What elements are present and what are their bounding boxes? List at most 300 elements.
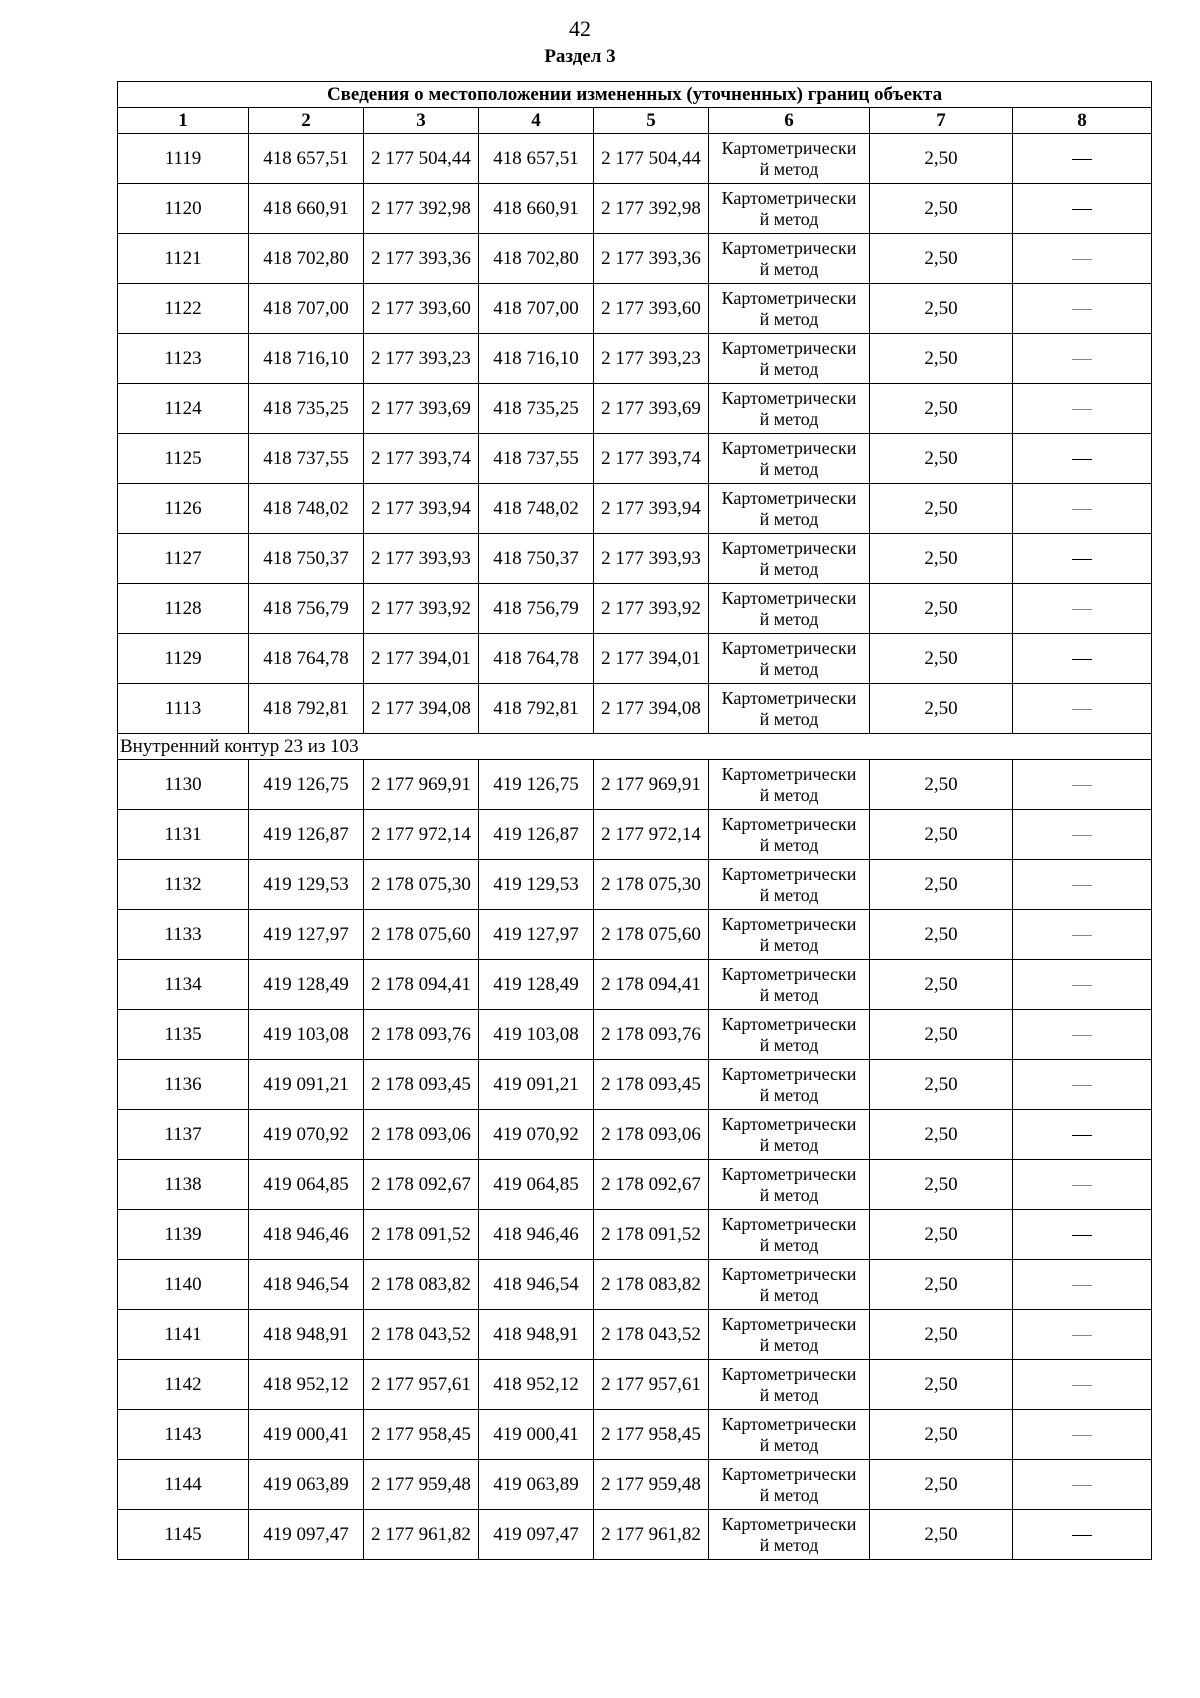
point-number-cell: 1129 [118, 634, 249, 684]
point-number-cell: 1141 [118, 1310, 249, 1360]
accuracy-cell: 2,50 [870, 1210, 1013, 1260]
y-new-cell: 2 178 094,41 [594, 960, 709, 1010]
y-new-cell: 2 177 393,94 [594, 484, 709, 534]
accuracy-cell: 2,50 [870, 860, 1013, 910]
method-cell [709, 534, 870, 584]
method-cell [709, 910, 870, 960]
dash-mark [1072, 885, 1092, 886]
x-old-cell: 419 103,08 [249, 1010, 364, 1060]
dash-mark [1072, 985, 1092, 986]
x-old-cell: 418 764,78 [249, 634, 364, 684]
table-row [118, 1110, 1152, 1160]
accuracy-cell: 2,50 [870, 1460, 1013, 1510]
method-text-line2: й метод [759, 708, 819, 729]
y-new-cell: 2 178 093,45 [594, 1060, 709, 1110]
point-number-cell: 1137 [118, 1110, 249, 1160]
y-old-cell: 2 177 393,23 [364, 334, 479, 384]
x-new-cell: 419 070,92 [479, 1110, 594, 1160]
method-cell [709, 860, 870, 910]
point-number-cell: 1124 [118, 384, 249, 434]
method-text-line1: Картометрически [721, 1413, 857, 1434]
method-text-line2: й метод [759, 1434, 819, 1455]
coordinates-table [117, 81, 1152, 1560]
method-text-line1: Картометрически [721, 1263, 857, 1284]
x-new-cell: 418 952,12 [479, 1360, 594, 1410]
accuracy-cell: 2,50 [870, 484, 1013, 534]
x-old-cell: 419 000,41 [249, 1410, 364, 1460]
method-text-line2: й метод [759, 984, 819, 1005]
method-cell [709, 760, 870, 810]
method-text-line2: й метод [759, 458, 819, 479]
point-number-cell: 1127 [118, 534, 249, 584]
x-old-cell: 419 091,21 [249, 1060, 364, 1110]
y-old-cell: 2 177 957,61 [364, 1360, 479, 1410]
table-body-part1 [118, 134, 1152, 734]
accuracy-cell: 2,50 [870, 1060, 1013, 1110]
table-row [118, 284, 1152, 334]
contour-section [118, 734, 1152, 760]
column-number: 8 [1013, 108, 1152, 134]
note-cell [1013, 184, 1152, 234]
point-number-cell: 1122 [118, 284, 249, 334]
note-cell [1013, 634, 1152, 684]
accuracy-cell: 2,50 [870, 1160, 1013, 1210]
dash-mark [1072, 259, 1092, 260]
y-old-cell: 2 177 393,69 [364, 384, 479, 434]
point-number-cell: 1135 [118, 1010, 249, 1060]
x-new-cell: 419 128,49 [479, 960, 594, 1010]
method-text-line2: й метод [759, 1284, 819, 1305]
method-text-line2: й метод [759, 608, 819, 629]
y-new-cell: 2 177 394,08 [594, 684, 709, 734]
dash-mark [1072, 359, 1092, 360]
table-row [118, 384, 1152, 434]
y-old-cell: 2 177 393,60 [364, 284, 479, 334]
accuracy-cell: 2,50 [870, 960, 1013, 1010]
x-new-cell: 418 792,81 [479, 684, 594, 734]
note-cell [1013, 860, 1152, 910]
y-old-cell: 2 177 393,93 [364, 534, 479, 584]
table-row [118, 1460, 1152, 1510]
table-row [118, 434, 1152, 484]
note-cell [1013, 1510, 1152, 1560]
point-number-cell: 1120 [118, 184, 249, 234]
note-cell [1013, 284, 1152, 334]
method-text-line2: й метод [759, 1534, 819, 1555]
method-cell [709, 284, 870, 334]
method-cell [709, 134, 870, 184]
dash-mark [1072, 835, 1092, 836]
table-row [118, 760, 1152, 810]
point-number-cell: 1125 [118, 434, 249, 484]
method-text-line2: й метод [759, 1384, 819, 1405]
y-old-cell: 2 178 093,06 [364, 1110, 479, 1160]
table-row [118, 534, 1152, 584]
x-new-cell: 419 091,21 [479, 1060, 594, 1110]
note-cell [1013, 334, 1152, 384]
note-cell [1013, 1410, 1152, 1460]
method-cell [709, 1160, 870, 1210]
dash-mark [1072, 409, 1092, 410]
point-number-cell: 1131 [118, 810, 249, 860]
dash-mark [1072, 1085, 1092, 1086]
note-cell [1013, 1160, 1152, 1210]
table-row [118, 684, 1152, 734]
y-old-cell: 2 177 972,14 [364, 810, 479, 860]
y-new-cell: 2 178 043,52 [594, 1310, 709, 1360]
y-new-cell: 2 178 075,60 [594, 910, 709, 960]
section-title: Раздел 3 [544, 46, 616, 67]
method-text-line1: Картометрически [721, 913, 857, 934]
method-text-line1: Картометрически [721, 387, 857, 408]
note-cell [1013, 1260, 1152, 1310]
note-cell [1013, 484, 1152, 534]
method-cell [709, 1510, 870, 1560]
method-text-line1: Картометрически [721, 1163, 857, 1184]
x-new-cell: 418 748,02 [479, 484, 594, 534]
dash-mark [1072, 159, 1092, 160]
note-cell [1013, 1310, 1152, 1360]
method-text-line1: Картометрически [721, 637, 857, 658]
dash-mark [1072, 1135, 1092, 1136]
x-new-cell: 418 702,80 [479, 234, 594, 284]
x-new-cell: 419 064,85 [479, 1160, 594, 1210]
method-text-line1: Картометрически [721, 1363, 857, 1384]
method-cell [709, 1110, 870, 1160]
x-old-cell: 418 660,91 [249, 184, 364, 234]
x-new-cell: 419 129,53 [479, 860, 594, 910]
y-new-cell: 2 178 092,67 [594, 1160, 709, 1210]
method-cell [709, 960, 870, 1010]
y-new-cell: 2 177 969,91 [594, 760, 709, 810]
accuracy-cell: 2,50 [870, 334, 1013, 384]
x-old-cell: 418 716,10 [249, 334, 364, 384]
y-old-cell: 2 177 393,74 [364, 434, 479, 484]
x-old-cell: 419 127,97 [249, 910, 364, 960]
x-old-cell: 419 129,53 [249, 860, 364, 910]
x-new-cell: 418 946,46 [479, 1210, 594, 1260]
x-new-cell: 418 716,10 [479, 334, 594, 384]
note-cell [1013, 760, 1152, 810]
dash-mark [1072, 1385, 1092, 1386]
dash-mark [1072, 1535, 1092, 1536]
method-cell [709, 1210, 870, 1260]
y-new-cell: 2 177 392,98 [594, 184, 709, 234]
table-row [118, 960, 1152, 1010]
point-number-cell: 1142 [118, 1360, 249, 1410]
accuracy-cell: 2,50 [870, 234, 1013, 284]
method-text-line2: й метод [759, 834, 819, 855]
x-old-cell: 418 657,51 [249, 134, 364, 184]
x-new-cell: 419 127,97 [479, 910, 594, 960]
x-old-cell: 419 126,75 [249, 760, 364, 810]
note-cell [1013, 1010, 1152, 1060]
method-cell [709, 584, 870, 634]
contour-row [118, 734, 1152, 760]
point-number-cell: 1123 [118, 334, 249, 384]
point-number-cell: 1143 [118, 1410, 249, 1460]
x-new-cell: 419 103,08 [479, 1010, 594, 1060]
method-text-line1: Картометрически [721, 687, 857, 708]
column-number: 2 [249, 108, 364, 134]
method-text-line2: й метод [759, 1034, 819, 1055]
y-new-cell: 2 177 958,45 [594, 1410, 709, 1460]
method-text-line2: й метод [759, 258, 819, 279]
column-number-row [118, 108, 1152, 134]
accuracy-cell: 2,50 [870, 134, 1013, 184]
point-number-cell: 1140 [118, 1260, 249, 1310]
note-cell [1013, 684, 1152, 734]
point-number-cell: 1134 [118, 960, 249, 1010]
y-new-cell: 2 178 083,82 [594, 1260, 709, 1310]
table-row [118, 634, 1152, 684]
x-old-cell: 418 792,81 [249, 684, 364, 734]
method-cell [709, 334, 870, 384]
method-cell [709, 684, 870, 734]
accuracy-cell: 2,50 [870, 910, 1013, 960]
x-new-cell: 419 126,75 [479, 760, 594, 810]
method-text-line2: й метод [759, 658, 819, 679]
method-cell [709, 184, 870, 234]
y-new-cell: 2 178 091,52 [594, 1210, 709, 1260]
method-text-line2: й метод [759, 158, 819, 179]
accuracy-cell: 2,50 [870, 184, 1013, 234]
accuracy-cell: 2,50 [870, 684, 1013, 734]
method-cell [709, 1060, 870, 1110]
method-text-line1: Картометрически [721, 863, 857, 884]
method-cell [709, 1460, 870, 1510]
table-row [118, 1260, 1152, 1310]
accuracy-cell: 2,50 [870, 1110, 1013, 1160]
y-old-cell: 2 178 091,52 [364, 1210, 479, 1260]
y-new-cell: 2 177 959,48 [594, 1460, 709, 1510]
x-new-cell: 418 764,78 [479, 634, 594, 684]
y-old-cell: 2 177 959,48 [364, 1460, 479, 1510]
method-text-line2: й метод [759, 1084, 819, 1105]
accuracy-cell: 2,50 [870, 760, 1013, 810]
x-old-cell: 418 948,91 [249, 1310, 364, 1360]
y-old-cell: 2 177 961,82 [364, 1510, 479, 1560]
table-row [118, 810, 1152, 860]
dash-mark [1072, 1335, 1092, 1336]
note-cell [1013, 1360, 1152, 1410]
x-new-cell: 418 756,79 [479, 584, 594, 634]
accuracy-cell: 2,50 [870, 584, 1013, 634]
table-row [118, 1360, 1152, 1410]
method-text-line2: й метод [759, 1334, 819, 1355]
note-cell [1013, 1060, 1152, 1110]
method-text-line1: Картометрически [721, 813, 857, 834]
column-number: 4 [479, 108, 594, 134]
point-number-cell: 1119 [118, 134, 249, 184]
table-row [118, 1160, 1152, 1210]
method-text-line2: й метод [759, 208, 819, 229]
method-text-line1: Картометрически [721, 1463, 857, 1484]
accuracy-cell: 2,50 [870, 384, 1013, 434]
point-number-cell: 1139 [118, 1210, 249, 1260]
x-old-cell: 418 750,37 [249, 534, 364, 584]
column-number: 3 [364, 108, 479, 134]
y-old-cell: 2 177 394,01 [364, 634, 479, 684]
accuracy-cell: 2,50 [870, 434, 1013, 484]
y-old-cell: 2 177 393,36 [364, 234, 479, 284]
point-number-cell: 1128 [118, 584, 249, 634]
x-old-cell: 418 748,02 [249, 484, 364, 534]
point-number-cell: 1113 [118, 684, 249, 734]
method-text-line2: й метод [759, 308, 819, 329]
table-row [118, 184, 1152, 234]
note-cell [1013, 1210, 1152, 1260]
y-new-cell: 2 177 393,93 [594, 534, 709, 584]
table-body-part2 [118, 760, 1152, 1560]
y-old-cell: 2 177 393,92 [364, 584, 479, 634]
point-number-cell: 1121 [118, 234, 249, 284]
accuracy-cell: 2,50 [870, 284, 1013, 334]
x-old-cell: 418 756,79 [249, 584, 364, 634]
method-text-line1: Картометрически [721, 537, 857, 558]
x-old-cell: 418 946,54 [249, 1260, 364, 1310]
note-cell [1013, 434, 1152, 484]
x-old-cell: 418 735,25 [249, 384, 364, 434]
method-text-line1: Картометрически [721, 763, 857, 784]
dash-mark [1072, 309, 1092, 310]
y-new-cell: 2 177 957,61 [594, 1360, 709, 1410]
method-text-line1: Картометрически [721, 137, 857, 158]
method-text-line2: й метод [759, 358, 819, 379]
table-row [118, 484, 1152, 534]
method-text-line2: й метод [759, 1184, 819, 1205]
method-text-line1: Картометрически [721, 237, 857, 258]
note-cell [1013, 1110, 1152, 1160]
dash-mark [1072, 559, 1092, 560]
dash-mark [1072, 709, 1092, 710]
y-new-cell: 2 177 393,69 [594, 384, 709, 434]
method-text-line1: Картометрически [721, 587, 857, 608]
column-number: 1 [118, 108, 249, 134]
table-row [118, 910, 1152, 960]
y-old-cell: 2 178 094,41 [364, 960, 479, 1010]
method-text-line1: Картометрически [721, 437, 857, 458]
y-new-cell: 2 177 961,82 [594, 1510, 709, 1560]
contour-label: Внутренний контур 23 из 103 [118, 734, 1152, 760]
x-new-cell: 418 946,54 [479, 1260, 594, 1310]
method-text-line2: й метод [759, 1234, 819, 1255]
table-caption: Сведения о местоположении измененных (уточненных) границ объекта [118, 82, 1152, 108]
accuracy-cell: 2,50 [870, 1310, 1013, 1360]
y-old-cell: 2 178 092,67 [364, 1160, 479, 1210]
dash-mark [1072, 935, 1092, 936]
y-old-cell: 2 178 043,52 [364, 1310, 479, 1360]
y-new-cell: 2 177 393,36 [594, 234, 709, 284]
x-old-cell: 419 063,89 [249, 1460, 364, 1510]
method-cell [709, 1310, 870, 1360]
point-number-cell: 1145 [118, 1510, 249, 1560]
accuracy-cell: 2,50 [870, 534, 1013, 584]
y-new-cell: 2 177 393,74 [594, 434, 709, 484]
x-new-cell: 418 660,91 [479, 184, 594, 234]
point-number-cell: 1138 [118, 1160, 249, 1210]
method-text-line1: Картометрически [721, 1213, 857, 1234]
y-new-cell: 2 177 393,92 [594, 584, 709, 634]
method-cell [709, 810, 870, 860]
method-text-line1: Картометрически [721, 1013, 857, 1034]
table-row [118, 1510, 1152, 1560]
x-new-cell: 419 126,87 [479, 810, 594, 860]
accuracy-cell: 2,50 [870, 634, 1013, 684]
column-number: 5 [594, 108, 709, 134]
dash-mark [1072, 659, 1092, 660]
method-cell [709, 384, 870, 434]
dash-mark [1072, 459, 1092, 460]
method-text-line1: Картометрически [721, 1113, 857, 1134]
method-text-line1: Картометрически [721, 337, 857, 358]
method-text-line2: й метод [759, 934, 819, 955]
method-text-line1: Картометрически [721, 1513, 857, 1534]
dash-mark [1072, 509, 1092, 510]
point-number-cell: 1126 [118, 484, 249, 534]
x-new-cell: 418 735,25 [479, 384, 594, 434]
y-new-cell: 2 177 504,44 [594, 134, 709, 184]
table-row [118, 334, 1152, 384]
method-cell [709, 1260, 870, 1310]
y-new-cell: 2 178 075,30 [594, 860, 709, 910]
y-old-cell: 2 177 394,08 [364, 684, 479, 734]
method-cell [709, 484, 870, 534]
method-cell [709, 1410, 870, 1460]
method-text-line1: Картометрически [721, 1313, 857, 1334]
method-cell [709, 1360, 870, 1410]
note-cell [1013, 234, 1152, 284]
dash-mark [1072, 785, 1092, 786]
method-cell [709, 434, 870, 484]
y-old-cell: 2 178 093,45 [364, 1060, 479, 1110]
method-text-line2: й метод [759, 884, 819, 905]
x-new-cell: 418 948,91 [479, 1310, 594, 1360]
dash-mark [1072, 1035, 1092, 1036]
method-cell [709, 1010, 870, 1060]
x-old-cell: 418 737,55 [249, 434, 364, 484]
y-old-cell: 2 177 392,98 [364, 184, 479, 234]
method-text-line2: й метод [759, 784, 819, 805]
x-old-cell: 418 707,00 [249, 284, 364, 334]
table-row [118, 134, 1152, 184]
table-row [118, 1010, 1152, 1060]
point-number-cell: 1136 [118, 1060, 249, 1110]
point-number-cell: 1132 [118, 860, 249, 910]
y-old-cell: 2 178 093,76 [364, 1010, 479, 1060]
y-old-cell: 2 177 969,91 [364, 760, 479, 810]
x-old-cell: 418 946,46 [249, 1210, 364, 1260]
column-number: 7 [870, 108, 1013, 134]
dash-mark [1072, 1285, 1092, 1286]
dash-mark [1072, 609, 1092, 610]
y-old-cell: 2 178 075,60 [364, 910, 479, 960]
y-new-cell: 2 177 393,60 [594, 284, 709, 334]
x-old-cell: 419 064,85 [249, 1160, 364, 1210]
method-text-line2: й метод [759, 508, 819, 529]
x-old-cell: 419 128,49 [249, 960, 364, 1010]
y-old-cell: 2 177 393,94 [364, 484, 479, 534]
note-cell [1013, 1460, 1152, 1510]
method-text-line1: Картометрически [721, 963, 857, 984]
table-row [118, 1310, 1152, 1360]
x-old-cell: 418 702,80 [249, 234, 364, 284]
x-old-cell: 419 126,87 [249, 810, 364, 860]
note-cell [1013, 584, 1152, 634]
method-cell [709, 234, 870, 284]
table-row [118, 1210, 1152, 1260]
x-old-cell: 419 070,92 [249, 1110, 364, 1160]
